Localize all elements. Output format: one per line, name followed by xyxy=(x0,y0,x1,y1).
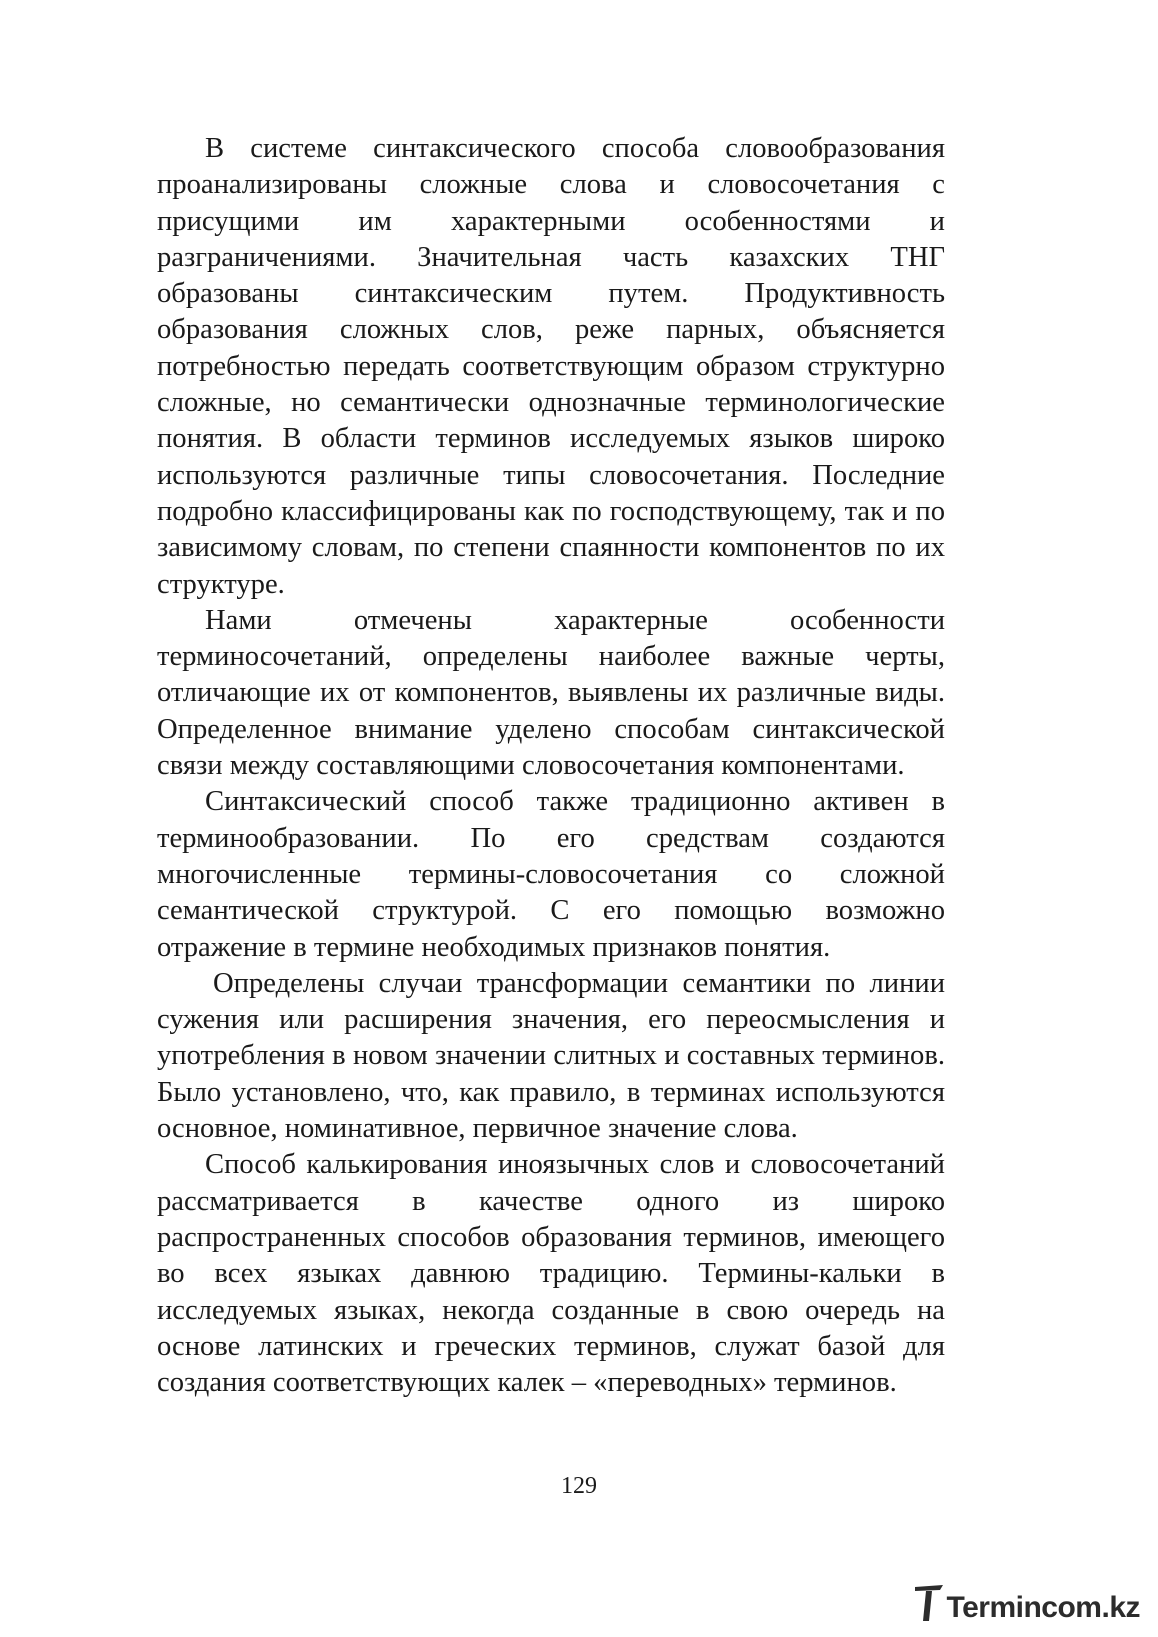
watermark-text: Termincom.kz xyxy=(946,1591,1140,1624)
paragraph-5: Способ калькирования иноязычных слов и словосочетаний рассматривается в качестве одного из широко распространенных способов образования терминов, имеющего во всех языках давнюю традицию. Термины-кальки в исследуемых языках, некогда созданные в свою очередь на основе латинских и греческих терминов, служат базой для создания соответствующих калек – «переводных» терминов. xyxy=(157,1149,945,1399)
page-body xyxy=(157,131,945,1401)
paragraph-3: Синтаксический способ также традиционно активен в терминообразовании. По его средствам создаются многочисленные термины-словосочетания со сложной семантической структурой. С его помощью возможно отражение в термине необходимых признаков понятия. xyxy=(157,786,945,963)
paragraph-1: В системе синтаксического способа словообразования проанализированы сложные слова и словосочетания с присущими им характерными особенностями и разграничениями. Значительная часть казахских ТНГ образованы синтаксическим путем. Продуктивность образования сложных слов, реже парных, объясняется потребностью передать соответствующим образом структурно сложные, но семантически однозначные терминологические понятия. В области терминов исследуемых языков широко используются различные типы словосочетания. Последние подробно классифицированы как по господствующему, так и по зависимому словам, по степени спаянности компонентов по их структуре. xyxy=(157,133,945,600)
magnifier-icon xyxy=(912,1581,946,1625)
paragraph-2: Нами отмечены характерные особенности терминосочетаний, определены наиболее важные черты, отличающие их от компонентов, выявлены их различные виды. Определенное внимание уделено способам синтаксической связи между составляющими словосочетания компонентами. xyxy=(157,604,945,782)
watermark-logo xyxy=(912,1581,1141,1625)
page-number: 129 xyxy=(561,1473,597,1499)
paragraph-4: Определены случаи трансформации семантики по линии сужения или расширения значения, его переосмысления и употребления в новом значении слитных и составных терминов. Было установлено, что, как правило, в терминах используются основное, номинативное, первичное значение слова. xyxy=(157,967,945,1145)
